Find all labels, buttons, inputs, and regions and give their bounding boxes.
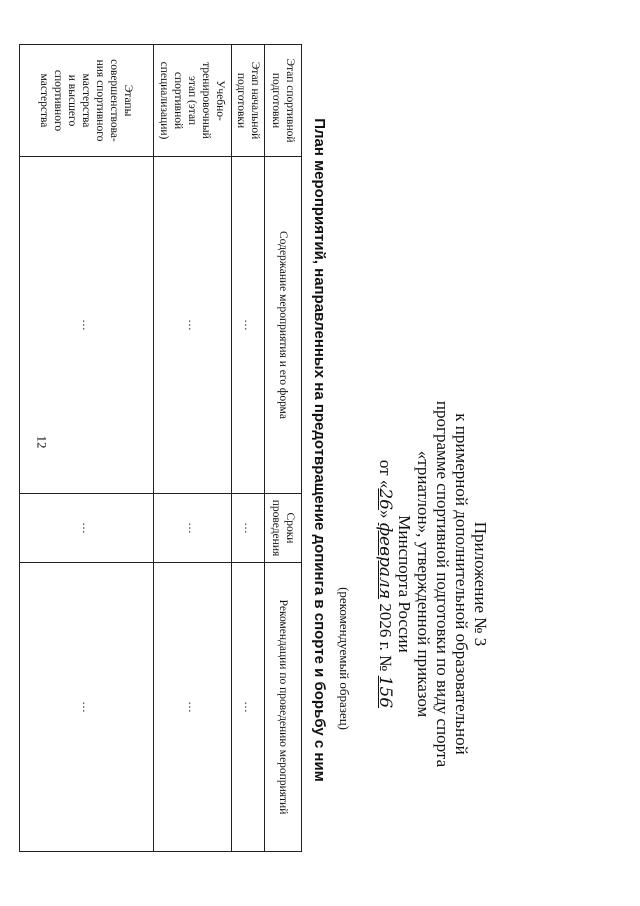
header-stage: Этап спортивной подготовки	[265, 45, 302, 157]
order-prefix: от «	[376, 459, 395, 489]
plan-table	[19, 44, 302, 852]
appendix-line: «триатлон», утвержденной приказом	[414, 450, 433, 718]
table-row	[20, 45, 154, 852]
appendix-title: Приложение № 3	[471, 521, 490, 647]
appendix-line: Минспорта России	[395, 515, 414, 653]
header-recommendations: Рекомендации по проведению мероприятий	[265, 563, 302, 852]
appendix-line: программе спортивной подготовки по виду спорта	[433, 400, 452, 768]
table-cell: …	[20, 157, 154, 494]
table-cell: …	[20, 563, 154, 852]
page-number: 12	[34, 435, 49, 449]
appendix-header	[375, 324, 490, 844]
table-header-row	[265, 45, 302, 852]
table-cell: …	[232, 157, 265, 494]
stage-label: Учебно- тренировочный этап (этап спортивной специализации)	[158, 61, 227, 140]
table-cell: …	[232, 494, 265, 563]
table-cell: …	[154, 494, 232, 563]
table-cell: …	[20, 494, 154, 563]
order-day: 26	[375, 488, 395, 510]
order-mid: »	[376, 510, 395, 519]
appendix-line: к примерной дополнительной образовательной	[452, 413, 471, 755]
table-cell	[232, 45, 265, 157]
order-year: 2026 г. №	[376, 603, 395, 672]
table-cell: …	[154, 563, 232, 852]
table-row	[232, 45, 265, 852]
table-row	[154, 45, 232, 852]
sample-note: (рекомендуемый образец)	[337, 587, 352, 730]
stage-label: Этапы совершенствова- ния спортивного мастерства и высшего спортивного мастерства	[38, 59, 135, 142]
stage-label: Этап начальной подготовки	[235, 61, 261, 140]
table-cell	[154, 45, 232, 157]
header-content: Содержание мероприятия и его форма	[265, 157, 302, 494]
table-cell: …	[154, 157, 232, 494]
order-number: 156	[375, 675, 395, 709]
order-line	[375, 324, 395, 844]
table-cell	[20, 45, 154, 157]
plan-title: План мероприятий, направленных на предотвращение допинга в спорте и борьбу с ним	[311, 118, 328, 782]
order-month: февраля	[375, 522, 395, 600]
header-terms: Сроки проведения	[265, 494, 302, 563]
table-cell: …	[232, 563, 265, 852]
